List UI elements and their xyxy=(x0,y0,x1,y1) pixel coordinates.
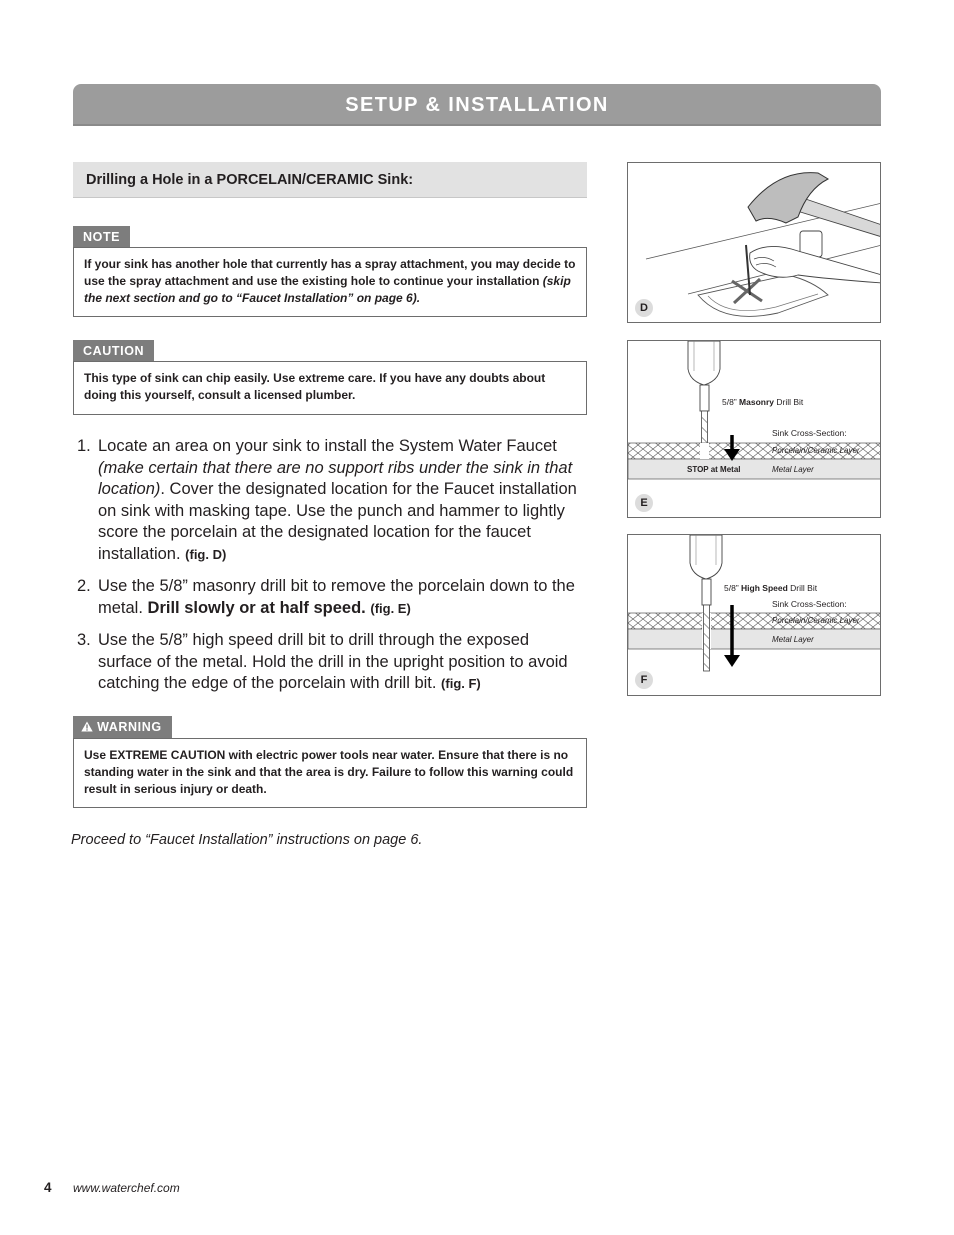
warning-tag-label: WARNING xyxy=(97,720,162,734)
step-number: 3. xyxy=(77,631,91,649)
step-number: 1. xyxy=(77,437,91,455)
step-text: Use the 5/8” high speed drill bit to drill through the exposed surface of the metal. Hold the drill in the upright position to avoid catching the edge of the porcelain with drill bit. xyxy=(98,631,568,692)
fig-reference: (fig. F) xyxy=(441,676,481,691)
warning-text: Use EXTREME CAUTION with electric power tools near water. Ensure that there is no standing water in the sink and that the area is dry. Failure to follow this warning could result in serious injury or death. xyxy=(84,748,574,796)
bit-size: 5/8” xyxy=(724,583,739,593)
drill-bit-label xyxy=(724,583,817,593)
step-text: Use the 5/8” masonry drill bit to remove the porcelain down to the metal. xyxy=(98,577,575,617)
caution-tag: CAUTION xyxy=(73,340,154,362)
bit-type: Masonry xyxy=(739,397,774,407)
figure-e xyxy=(627,340,881,518)
bit-suffix: Drill Bit xyxy=(790,583,818,593)
step-bold-text: Drill slowly or at half speed. xyxy=(147,598,366,617)
proceed-note: Proceed to “Faucet Installation” instructions on page 6. xyxy=(71,832,423,848)
note-box xyxy=(73,247,587,317)
step-number: 2. xyxy=(77,577,91,595)
step-1 xyxy=(75,436,587,565)
instruction-steps xyxy=(75,436,587,706)
figure-letter: E xyxy=(635,494,653,512)
caution-box xyxy=(73,361,587,415)
footer-url: www.waterchef.com xyxy=(73,1181,180,1195)
fig-reference: (fig. D) xyxy=(185,546,227,562)
metal-layer-label: Metal Layer xyxy=(772,635,814,644)
note-tag: NOTE xyxy=(73,226,130,248)
page-title: SETUP & INSTALLATION xyxy=(345,94,609,116)
porcelain-layer-label: Porcelain/Ceramic Layer xyxy=(772,446,860,455)
section-title: Drilling a Hole in a PORCELAIN/CERAMIC Sink: xyxy=(86,172,414,188)
fig-reference: (fig. E) xyxy=(370,600,411,616)
warning-tag xyxy=(73,716,172,738)
step-2 xyxy=(75,576,587,619)
caution-text: This type of sink can chip easily. Use extreme care. If you have any doubts about doing this yourself, consult a licensed plumber. xyxy=(84,371,546,402)
figure-letter: D xyxy=(635,299,653,317)
bit-size: 5/8” xyxy=(722,397,737,407)
figure-letter: F xyxy=(635,671,653,689)
header-bar xyxy=(73,84,881,126)
warning-box xyxy=(73,738,587,808)
cross-section-label: Sink Cross-Section: xyxy=(772,599,847,609)
drill-bit-label xyxy=(722,397,803,407)
note-text: If your sink has another hole that currently has a spray attachment, you may decide to use the spray attachment and use the existing hole to continue your installation xyxy=(84,257,576,288)
figure-f xyxy=(627,534,881,696)
figure-d xyxy=(627,162,881,323)
step-text-cont: . Cover the designated location for the Faucet installation on sink with masking tape. Use the punch and hammer to lightly score the porcelain at the designated location for the faucet installation. xyxy=(98,480,577,563)
page-number: 4 xyxy=(44,1180,52,1195)
metal-layer-label: Metal Layer xyxy=(772,465,814,474)
porcelain-layer-label: Porcelain/Ceramic Layer xyxy=(772,616,860,625)
step-italic-text: (make certain that there are no support ribs under the sink in that location) xyxy=(98,458,573,498)
section-heading xyxy=(73,162,587,198)
figure-d-illustration xyxy=(628,163,881,323)
stop-label: STOP at Metal xyxy=(687,465,741,474)
note-italic-text: (skip the next section and go to “Faucet Installation” on page 6). xyxy=(84,274,571,305)
step-text: Locate an area on your sink to install the System Water Faucet xyxy=(98,437,557,455)
cross-section-label: Sink Cross-Section: xyxy=(772,428,847,438)
bit-suffix: Drill Bit xyxy=(776,397,804,407)
warning-triangle-icon xyxy=(81,721,93,732)
step-3 xyxy=(75,630,587,695)
bit-type: High Speed xyxy=(741,583,788,593)
